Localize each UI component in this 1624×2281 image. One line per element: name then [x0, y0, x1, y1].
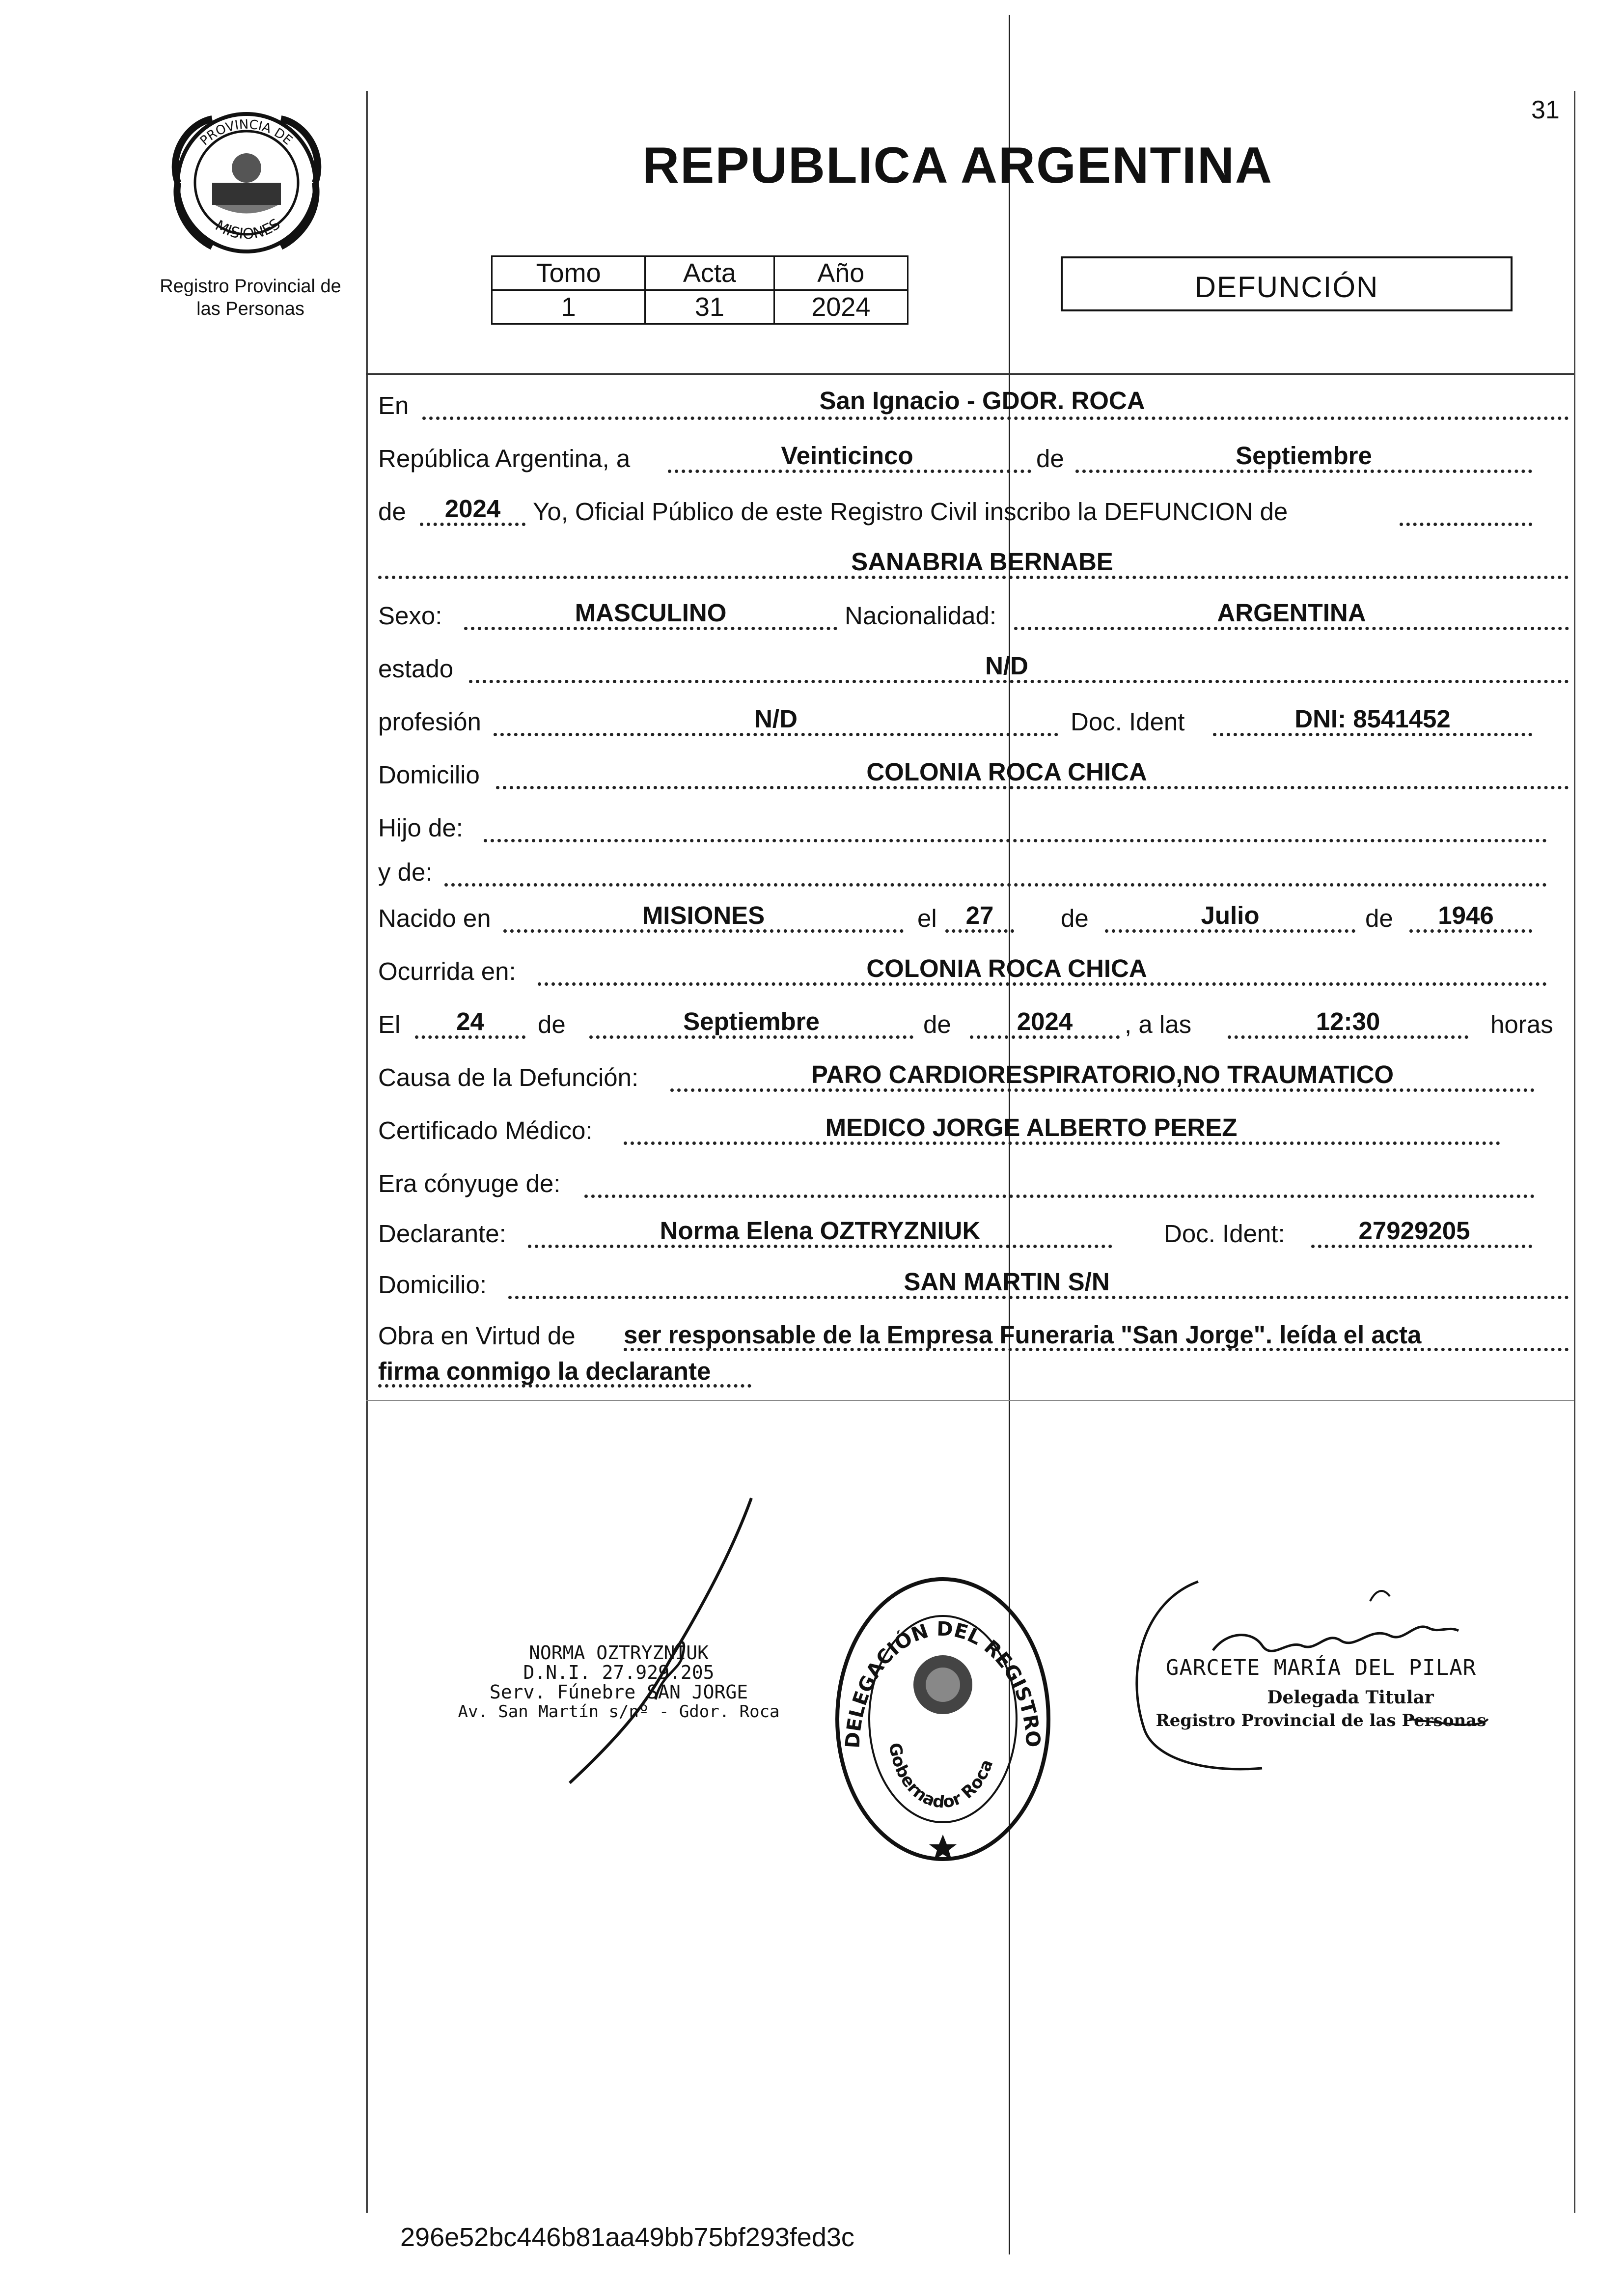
nacionalidad-dots — [1014, 627, 1569, 630]
causa-label: Causa de la Defunción: — [378, 1063, 639, 1091]
svg-text:DELEGACIÓN DEL REGISTRO PROVIN: DELEGACIÓN DEL REGISTRO — [841, 1617, 1045, 1749]
death-de2-label: de — [923, 1010, 951, 1038]
birth-month: Julio — [1201, 901, 1260, 929]
death-day: 24 — [456, 1007, 484, 1035]
doc2-value: 27929205 — [1358, 1217, 1470, 1245]
declarante-value: Norma Elena OZTRYZNIUK — [660, 1217, 981, 1245]
nacido-value: MISIONES — [642, 901, 765, 929]
domicilio2-label: Domicilio: — [378, 1271, 487, 1299]
obra-dots-1 — [624, 1348, 1569, 1351]
profesion-dots — [494, 733, 1058, 736]
obra-value-line1: ser responsable de la Empresa Funeraria "San Jorge". leída el acta — [624, 1321, 1422, 1349]
hijo-dots — [484, 839, 1547, 842]
estado-label: estado — [378, 655, 454, 683]
page-title: REPUBLICA ARGENTINA — [642, 137, 1273, 194]
obra-value-line2: firma conmigo la declarante — [378, 1357, 711, 1385]
nacionalidad-label: Nacionalidad: — [845, 602, 997, 630]
doc2-dots — [1311, 1245, 1532, 1248]
nacido-label: Nacido en — [378, 904, 491, 932]
doc-dots — [1213, 733, 1532, 736]
place-value: San Ignacio - GDOR. ROCA — [819, 387, 1145, 415]
stamp-line: Av. San Martín s/nº - Gdor. Roca — [458, 1702, 780, 1722]
province-seal-icon — [158, 109, 335, 256]
certificado-value: MEDICO JORGE ALBERTO PEREZ — [825, 1113, 1238, 1141]
table-cell-acta: 31 — [645, 290, 774, 324]
nacido-dots — [503, 929, 904, 933]
document-hash: 296e52bc446b81aa49bb75bf293fed3c — [400, 2223, 854, 2252]
death-month-dots — [589, 1035, 913, 1039]
el2-label: El — [378, 1010, 401, 1038]
stamp-line: Registro Provincial de las Personas — [1156, 1711, 1486, 1730]
month-value: Septiembre — [1236, 442, 1372, 470]
en-label: En — [378, 391, 409, 419]
de-label: de — [1036, 445, 1064, 473]
round-seal-icon — [830, 1572, 1056, 1866]
death-day-dots — [415, 1035, 525, 1039]
year-value: 2024 — [444, 495, 501, 523]
doc-value: DNI: 8541452 — [1294, 705, 1451, 733]
ocurrida-value: COLONIA ROCA CHICA — [866, 954, 1147, 982]
table-header: Acta — [645, 256, 774, 290]
form-top-line — [366, 373, 1574, 375]
sexo-value: MASCULINO — [575, 599, 727, 627]
estado-value: N/D — [985, 652, 1028, 680]
page-number: 31 — [1531, 96, 1560, 124]
birth-year: 1946 — [1438, 901, 1494, 929]
horas-label: horas — [1490, 1010, 1553, 1038]
stamp-line: NORMA OZTRYZNIUK — [528, 1642, 709, 1664]
table-header: Tomo — [492, 256, 645, 290]
causa-dots — [670, 1088, 1535, 1092]
death-time-dots — [1228, 1035, 1468, 1039]
declarante-label: Declarante: — [378, 1220, 506, 1248]
year-dots — [420, 523, 525, 526]
birth-de1-label: de — [1061, 904, 1089, 932]
profesion-label: profesión — [378, 708, 481, 736]
stamp-line: GARCETE MARÍA DEL PILAR — [1165, 1655, 1477, 1680]
ocurrida-label: Ocurrida en: — [378, 957, 516, 985]
birth-day: 27 — [965, 901, 994, 929]
svg-text:Gobernador Roca: Gobernador Roca — [884, 1741, 997, 1812]
day-value: Veinticinco — [781, 442, 913, 470]
nacionalidad-value: ARGENTINA — [1217, 599, 1366, 627]
intro-dots — [1400, 523, 1532, 526]
certificado-label: Certificado Médico: — [378, 1116, 593, 1144]
deceased-name: SANABRIA BERNABE — [851, 548, 1113, 576]
declarante-dots — [528, 1245, 1112, 1248]
left-margin-line — [366, 91, 368, 2213]
stamp-line: D.N.I. 27.929.205 — [523, 1662, 715, 1683]
declarant-signature-icon — [555, 1493, 766, 1788]
death-year: 2024 — [1017, 1007, 1073, 1035]
death-de1-label: de — [538, 1010, 566, 1038]
ocurrida-dots — [538, 982, 1547, 986]
day-dots — [668, 470, 1031, 473]
death-month: Septiembre — [683, 1007, 820, 1035]
doc2-label: Doc. Ident: — [1164, 1220, 1285, 1248]
domicilio2-dots — [508, 1296, 1569, 1299]
record-type: DEFUNCIÓN — [1194, 271, 1379, 304]
name-dots — [378, 576, 1569, 579]
registry-name: Registro Provincial de las Personas — [160, 276, 341, 319]
svg-text:PROVINCIA DE: PROVINCIA DE — [197, 117, 295, 149]
sexo-dots — [464, 627, 837, 630]
birth-de2-label: de — [1365, 904, 1393, 932]
domicilio-value: COLONIA ROCA CHICA — [866, 758, 1147, 786]
birth-month-dots — [1105, 929, 1355, 933]
yde-dots — [444, 883, 1547, 887]
profesion-value: N/D — [754, 705, 798, 733]
official-stamp — [1129, 1655, 1513, 1730]
stamp-line: Serv. Fúnebre SAN JORGE — [489, 1681, 748, 1703]
birth-year-dots — [1409, 929, 1532, 933]
certificado-dots — [624, 1141, 1500, 1145]
obra-dots-2 — [378, 1384, 751, 1388]
stamp-line: Delegada Titular — [1267, 1687, 1434, 1708]
yde-label: y de: — [378, 858, 433, 886]
conyuge-label: Era cónyuge de: — [378, 1169, 561, 1197]
death-time: 12:30 — [1316, 1007, 1380, 1035]
table-cell-ano: 2024 — [774, 290, 908, 324]
birth-day-dots — [945, 929, 1014, 933]
domicilio-dots — [496, 786, 1569, 789]
estado-dots — [469, 680, 1569, 683]
republica-label: República Argentina, a — [378, 445, 631, 473]
month-dots — [1075, 470, 1532, 473]
death-year-dots — [970, 1035, 1120, 1039]
table-cell-tomo: 1 — [492, 290, 645, 324]
table-header: Año — [774, 256, 908, 290]
declarant-stamp — [442, 1643, 796, 1722]
conyuge-dots — [584, 1195, 1535, 1198]
alas-label: , a las — [1125, 1010, 1192, 1038]
causa-value: PARO CARDIORESPIRATORIO,NO TRAUMATICO — [811, 1060, 1394, 1088]
obra-label: Obra en Virtud de — [378, 1322, 576, 1350]
domicilio2-value: SAN MARTIN S/N — [904, 1268, 1110, 1296]
intro-text: Yo, Oficial Público de este Registro Civil inscribo la DEFUNCION de — [533, 498, 1288, 526]
year-prefix: de — [378, 498, 406, 526]
el-label: el — [917, 904, 937, 932]
hijo-label: Hijo de: — [378, 814, 463, 842]
sexo-label: Sexo: — [378, 602, 442, 630]
doc-label: Doc. Ident — [1071, 708, 1185, 736]
en-dots — [422, 417, 1569, 420]
record-table — [491, 255, 908, 325]
form-bottom-line — [366, 1400, 1574, 1401]
svg-text:MISIONES: MISIONES — [212, 215, 284, 243]
right-margin-line — [1574, 91, 1575, 2213]
domicilio-label: Domicilio — [378, 761, 480, 789]
